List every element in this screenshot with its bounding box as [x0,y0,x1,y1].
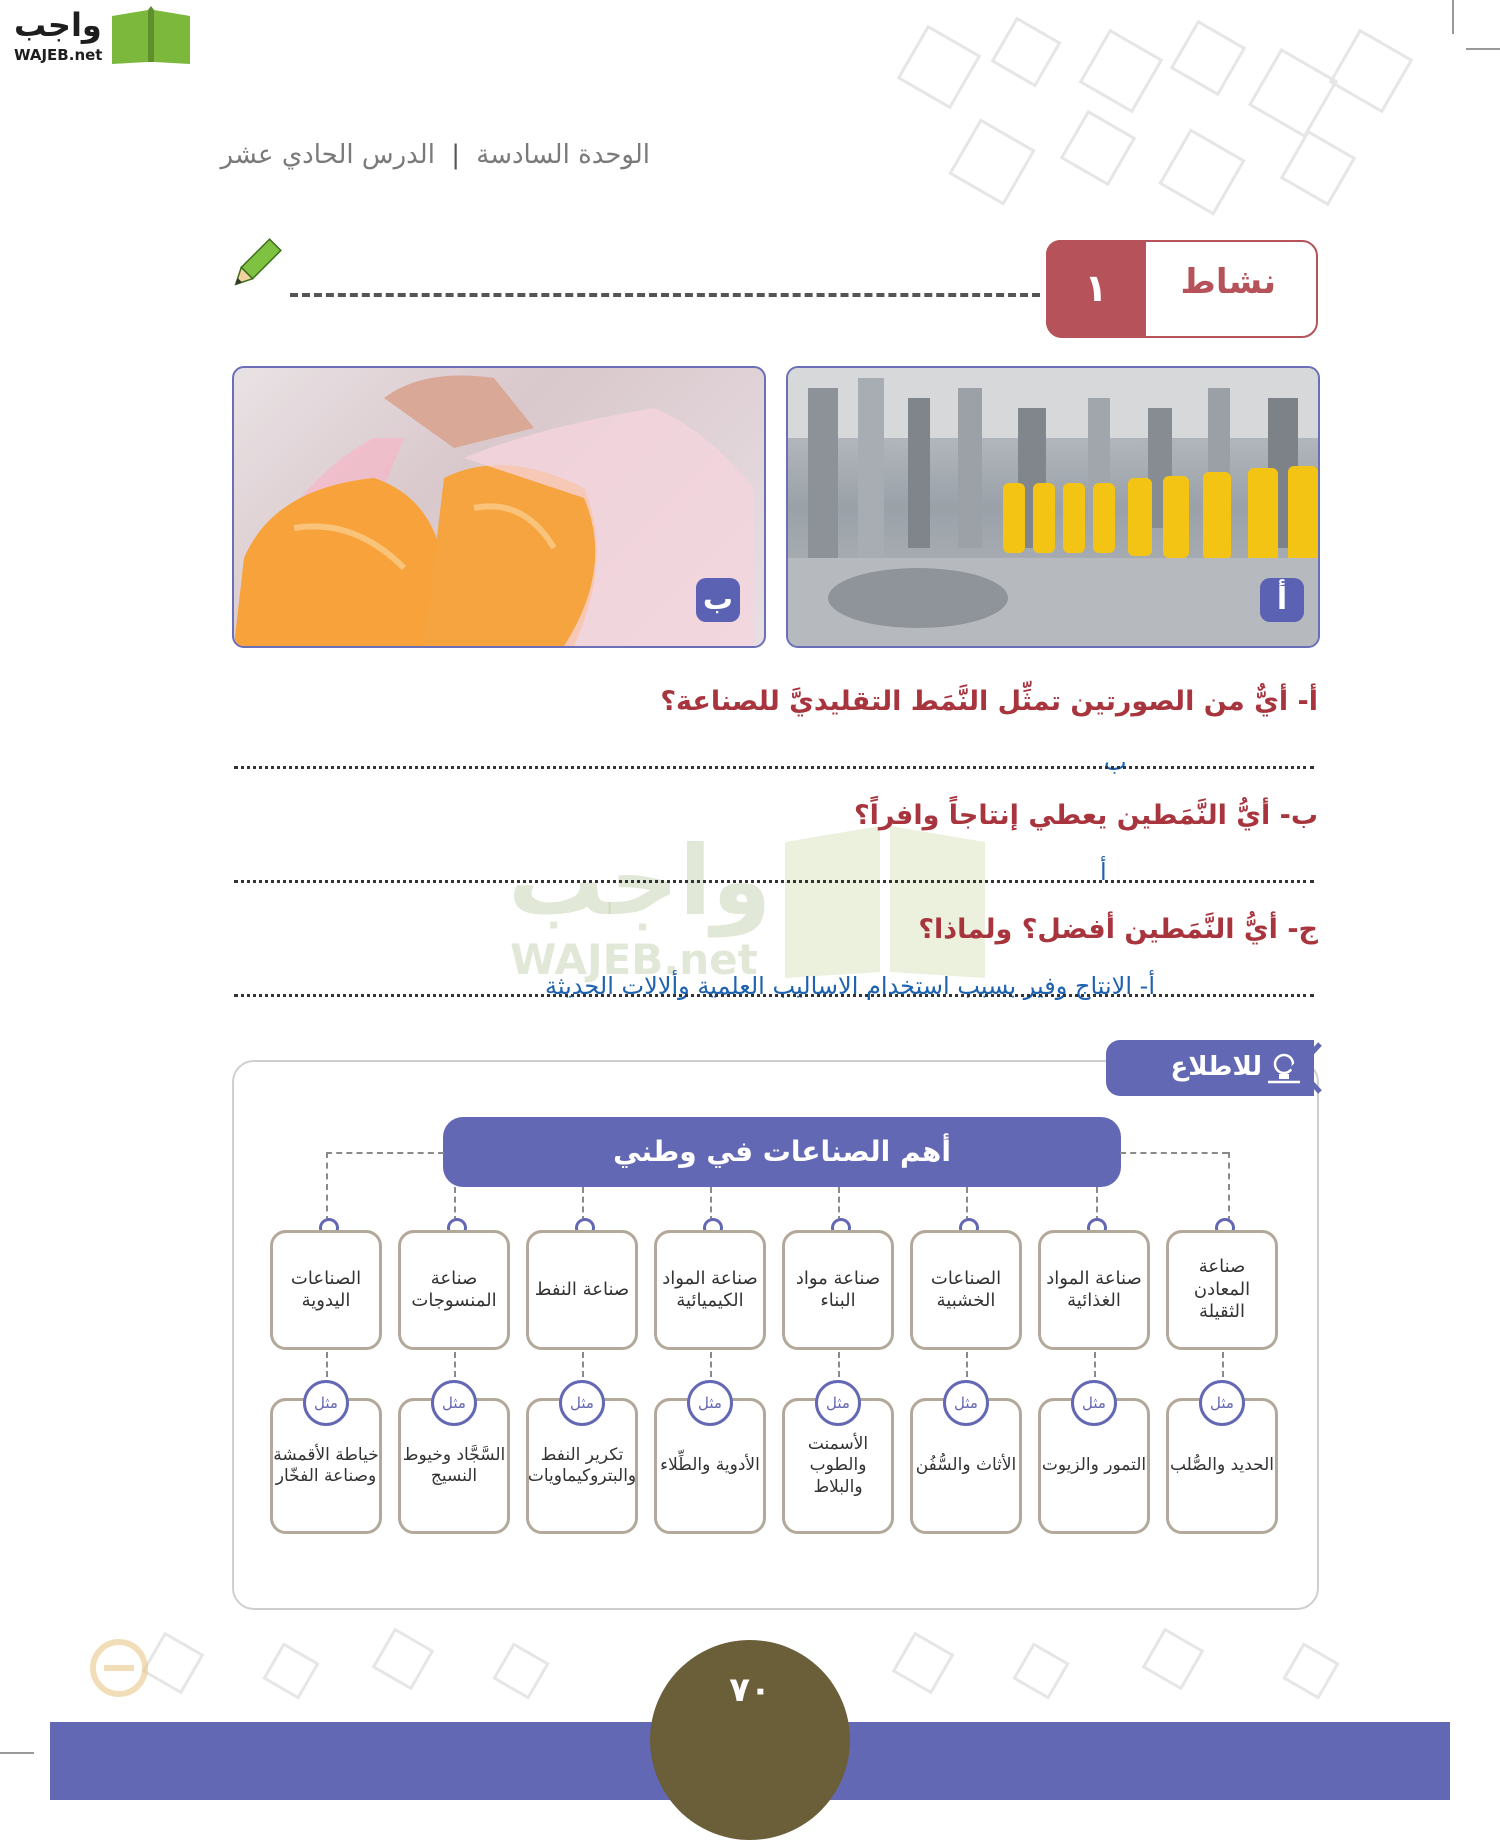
decorative-shape [1142,1628,1205,1691]
activity-label: نشاط [1180,262,1276,302]
decorative-shape [1170,20,1246,96]
emblem-icon [84,1630,154,1700]
answer-line-a [234,766,1314,769]
industry-card: صناعة المواد الكيميائية [654,1230,766,1350]
example-card: خياطة الأقمشة وصناعة الفخّار [270,1398,382,1534]
decorative-shape [1282,1642,1339,1699]
crop-mark [0,1752,34,1754]
answer-c[interactable]: أ- الانتاج وفير بسبب استخدام الاساليب العلمية وألالات الحديثة [545,972,1155,1000]
connector-line [454,1187,456,1222]
chevron-left-icon [1286,1040,1322,1096]
industry-card: الصناعات الخشبية [910,1230,1022,1350]
crop-mark [1452,0,1454,34]
photo-factory-line [786,366,1320,648]
connector-line [1096,1187,1098,1222]
pencil-icon [226,236,282,296]
decorative-shape [1248,48,1338,138]
header-separator: | [451,140,460,170]
question-c: ج- أيُّ النَّمَطين أفضل؟ ولماذا؟ [918,914,1318,945]
activity-divider [290,293,1040,297]
connector-line [1228,1152,1230,1222]
logo-arabic: واجب [14,6,102,44]
decorative-shape [897,25,982,110]
bottling-machine-illustration [788,368,1318,646]
answer-a[interactable]: ب [1104,748,1127,776]
watermark-book-icon [775,812,995,982]
crop-mark [1466,48,1500,50]
watermark-latin: WAJEB.net [510,935,758,984]
activity-number: ١ [1046,240,1146,336]
decorative-shape [492,1642,549,1699]
example-label: مثل [303,1380,349,1426]
watermark-arabic: واجب [508,825,772,937]
connector-line [710,1187,712,1222]
decorative-shape [1158,128,1245,215]
industry-card: صناعة المواد الغذائية [1038,1230,1150,1350]
example-label: مثل [1199,1380,1245,1426]
industry-card: الصناعات اليدوية [270,1230,382,1350]
industry-card: صناعة المعادن الثقيلة [1166,1230,1278,1350]
industry-card: صناعة المنسوجات [398,1230,510,1350]
connector-line [966,1187,968,1222]
example-card: الأثاث والسُّفُن [910,1398,1022,1534]
example-label: مثل [687,1380,733,1426]
example-card: السَّجَّاد وخيوط النسيج [398,1398,510,1534]
answer-line-c [234,994,1314,997]
industry-card: صناعة مواد البناء [782,1230,894,1350]
example-card: التمور والزيوت [1038,1398,1150,1534]
industry-card: صناعة النفط [526,1230,638,1350]
decorative-shape [372,1628,435,1691]
photo-tag-b: ب [696,578,740,622]
example-label: مثل [431,1380,477,1426]
connector-line [1120,1152,1228,1154]
connector-line [326,1152,444,1154]
logo-latin: WAJEB.net [14,46,103,64]
decorative-shape [1060,110,1136,186]
example-label: مثل [943,1380,989,1426]
example-label: مثل [815,1380,861,1426]
connector-line [582,1187,584,1222]
example-card: الأسمنت والطوب والبلاط [782,1398,894,1534]
activity-badge [1046,240,1318,338]
decorative-shape [262,1642,319,1699]
industries-title: أهم الصناعات في وطني [443,1117,1121,1187]
example-card: الحديد والصُّلب [1166,1398,1278,1534]
decorative-shape [1280,130,1356,206]
example-card: الأدوية والطِّلاء [654,1398,766,1534]
decorative-shape [1079,29,1164,114]
decorative-shape [990,16,1061,87]
page-number-badge [650,1640,850,1840]
example-label: مثل [1071,1380,1117,1426]
wajeb-logo[interactable] [8,4,193,66]
info-tab-label: للاطلاع [1170,1052,1262,1082]
decorative-shape [1329,29,1414,114]
lesson-title: الدرس الحادي عشر [220,140,435,170]
info-tab [1106,1040,1314,1096]
example-label: مثل [559,1380,605,1426]
juice-bags-illustration [234,368,764,646]
unit-lesson-header [220,140,650,170]
question-b: ب- أيُّ النَّمَطين يعطي إنتاجاً وافراً؟ [853,800,1318,831]
unit-title: الوحدة السادسة [476,140,650,170]
connector-line [326,1152,328,1222]
decorative-shape [1012,1642,1069,1699]
page-number: ٧٠ [729,1670,771,1710]
decorative-shape [948,118,1035,205]
answer-b[interactable]: أ [1100,858,1107,886]
decorative-shape [892,1632,955,1695]
connector-line [838,1187,840,1222]
photo-traditional-juice [232,366,766,648]
photo-tag-a: أ [1260,578,1304,622]
footer-margin [1450,1722,1500,1800]
question-a: أ- أيٌّ من الصورتين تمثِّل النَّمَط التقليديَّ للصناعة؟ [660,686,1318,717]
book-icon [108,4,194,66]
example-card: تكرير النفط والبتروكيماويات [526,1398,638,1534]
answer-line-b [234,880,1314,883]
